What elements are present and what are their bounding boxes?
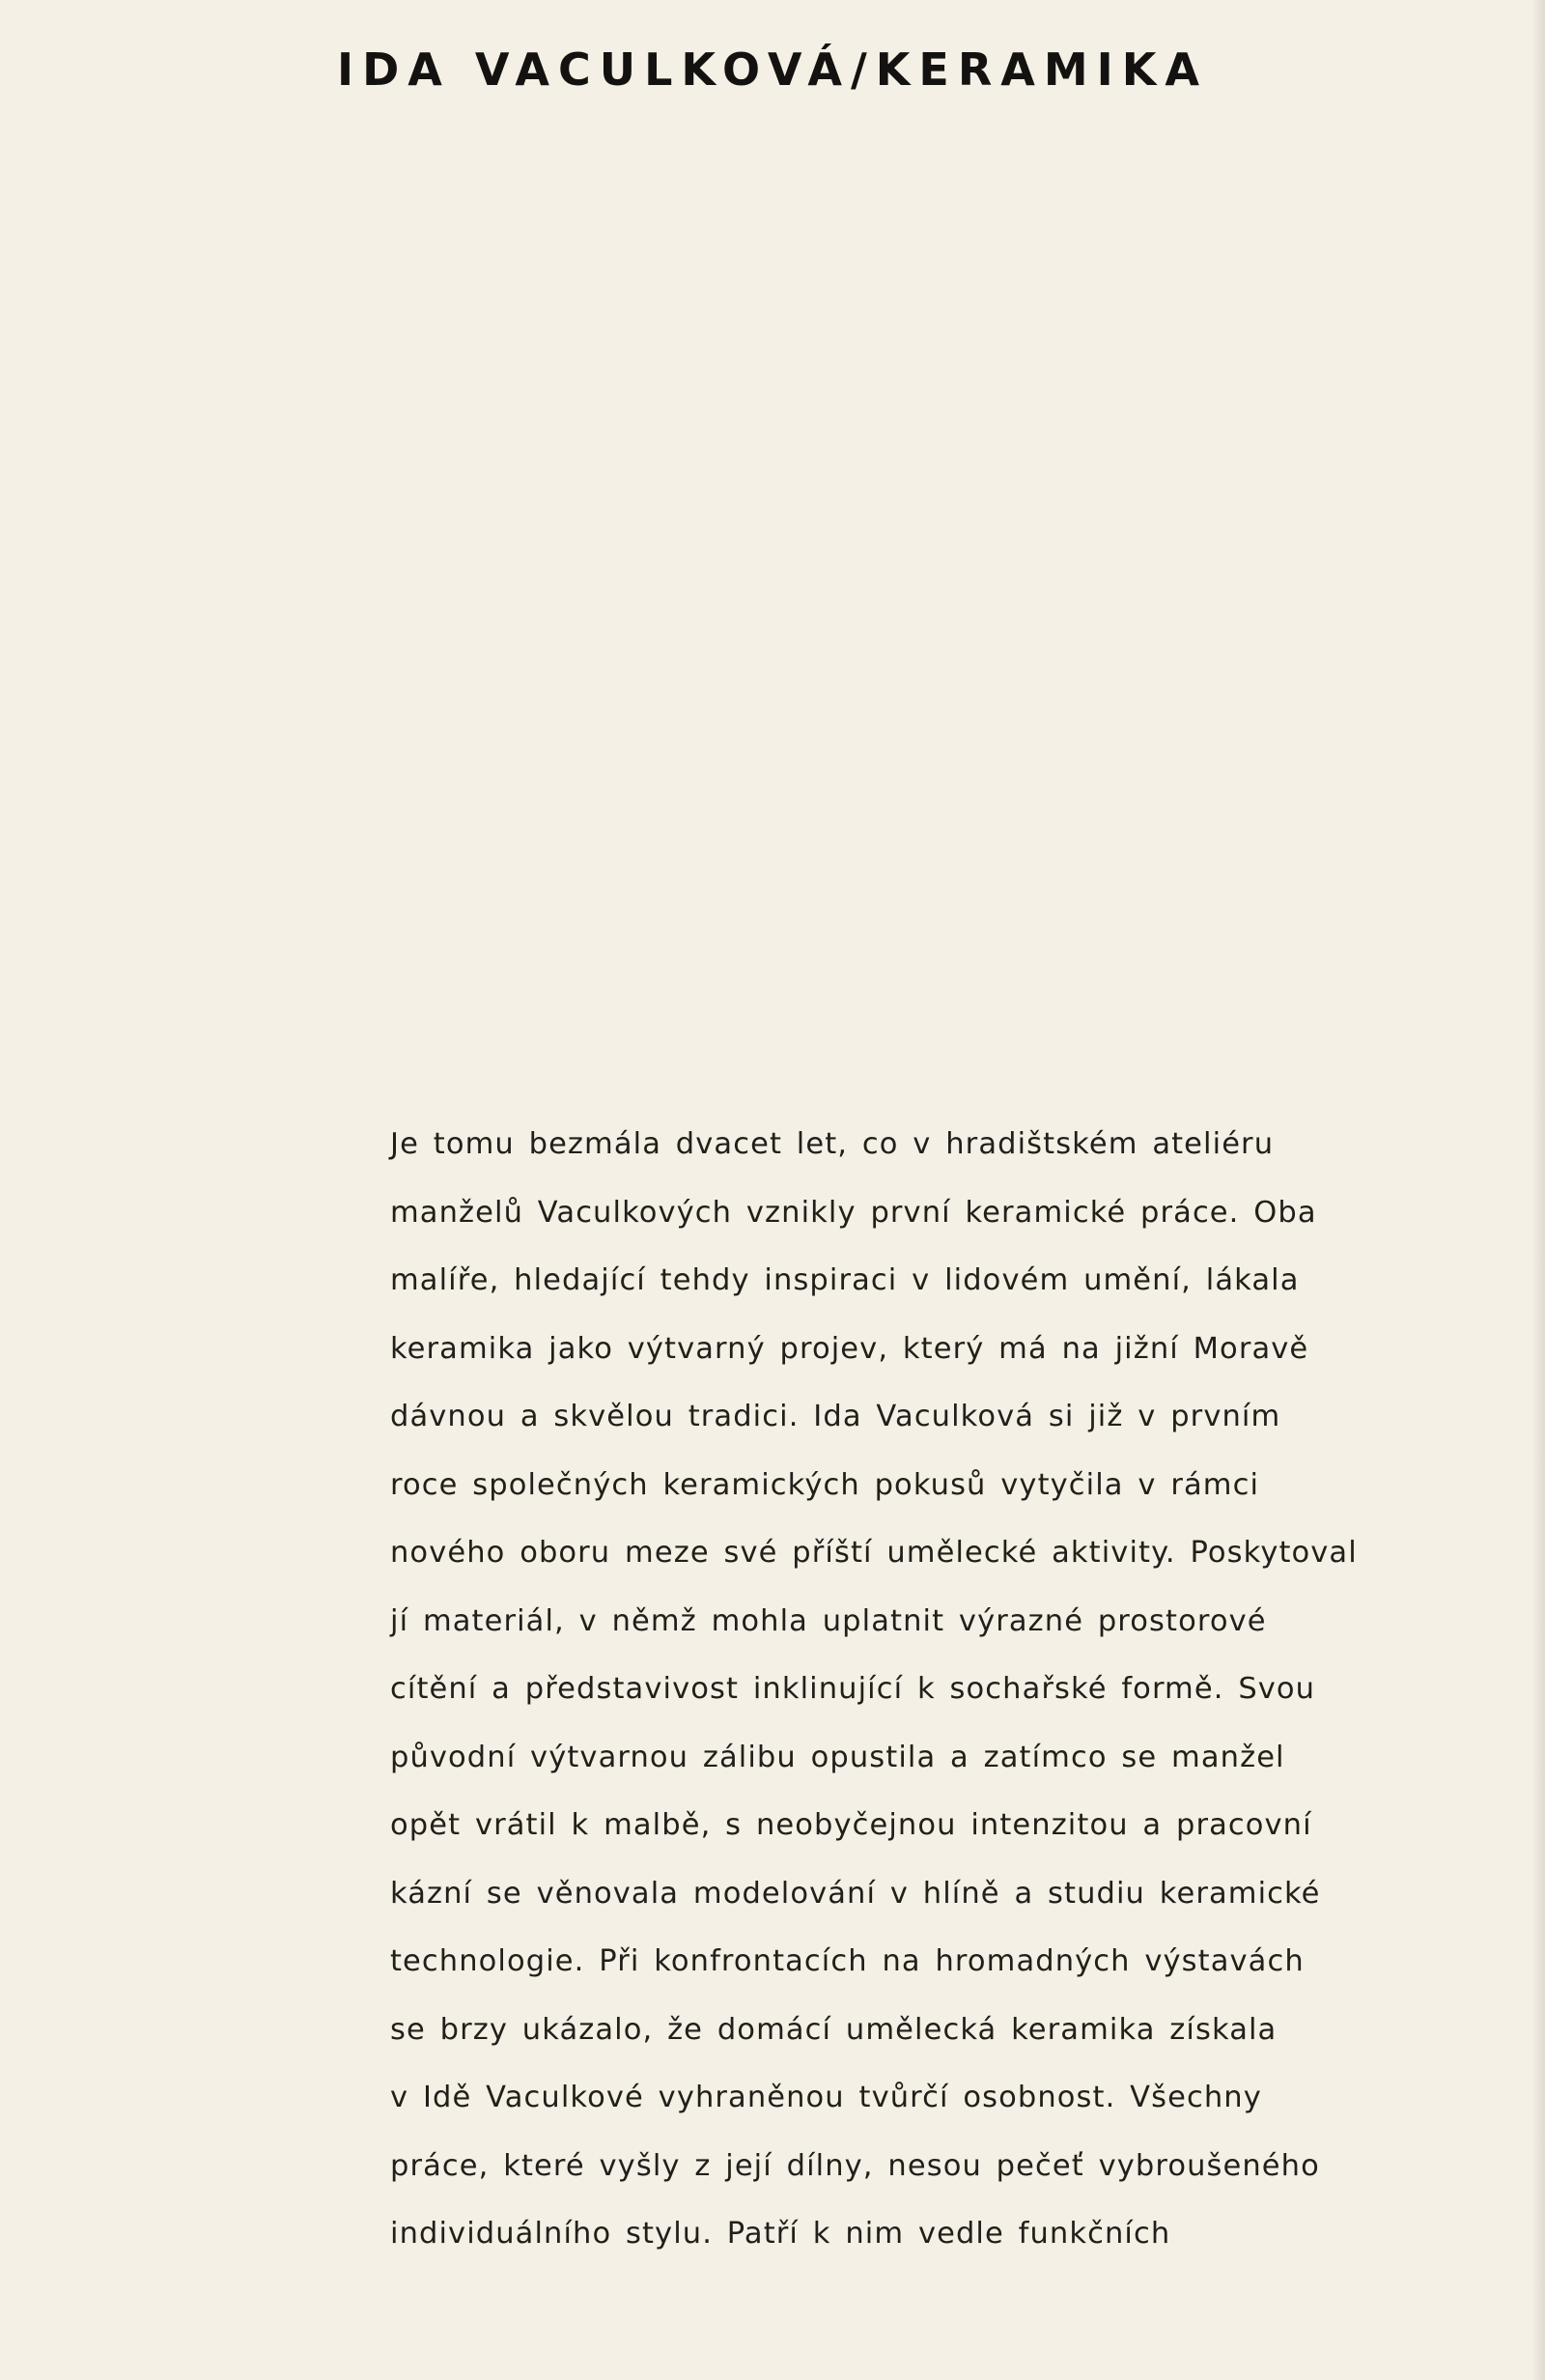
text-line: malíře, hledající tehdy inspiraci v lidovém umění, lákala xyxy=(390,1263,1300,1297)
article-body xyxy=(390,1111,1394,2269)
text-line: manželů Vaculkových vznikly první keramické práce. Oba xyxy=(390,1195,1317,1230)
text-line: původní výtvarnou zálibu opustila a zatímco se manžel xyxy=(390,1740,1285,1774)
text-line: Je tomu bezmála dvacet let, co v hradištském ateliéru xyxy=(390,1127,1275,1161)
page-edge-shadow xyxy=(1531,0,1545,2380)
text-line: práce, které vyšly z její dílny, nesou pečeť vybroušeného xyxy=(390,2148,1320,2183)
text-line: jí materiál, v němž mohla uplatnit výrazné prostorové xyxy=(390,1603,1267,1638)
text-line: v Idě Vaculkové vyhraněnou tvůrčí osobnost. Všechny xyxy=(390,2081,1262,2114)
page-title: IDA VACULKOVÁ/KERAMIKA xyxy=(337,43,1208,96)
text-line: kázní se věnovala modelování v hlíně a studiu keramické xyxy=(390,1876,1321,1911)
text-line: opět vrátil k malbě, s neobyčejnou intenzitou a pracovní xyxy=(390,1808,1312,1842)
text-line: nového oboru meze své příští umělecké aktivity. Poskytoval xyxy=(390,1536,1358,1570)
text-line: keramika jako výtvarný projev, který má na jižní Moravě xyxy=(390,1331,1309,1366)
text-line: technologie. Při konfrontacích na hromadných výstavách xyxy=(390,1944,1305,1978)
text-line: roce společných keramických pokusů vytyčila v rámci xyxy=(390,1467,1260,1502)
text-line: se brzy ukázalo, že domácí umělecká keramika získala xyxy=(390,2012,1278,2047)
text-line: individuálního stylu. Patří k nim vedle funkčních xyxy=(390,2217,1171,2251)
text-line: cítění a představivost inklinující k sochařské formě. Svou xyxy=(390,1672,1316,1706)
text-line: dávnou a skvělou tradici. Ida Vaculková si již v prvním xyxy=(390,1400,1281,1433)
